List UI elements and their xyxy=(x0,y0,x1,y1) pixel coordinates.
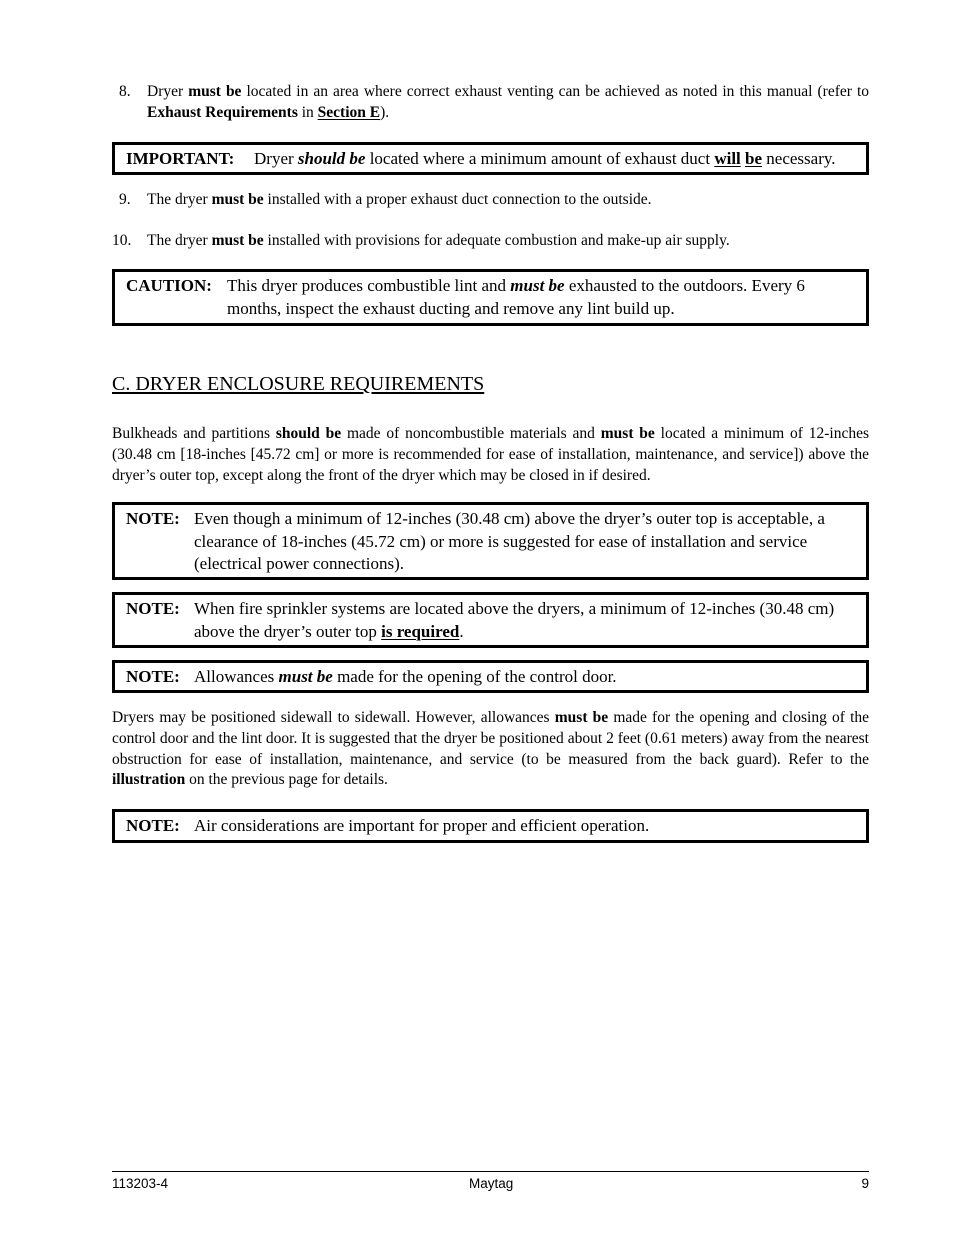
positioning-paragraph: Dryers may be positioned sidewall to sidewall. However, allowances must be made for the opening and closing of the control door and the lint door. It is suggested that the dryer be positioned about 2 feet (0.61 meters) away from the nearest obstruction for ease of installation, maintenance, and service (to be measured from the back guard). Refer to the illustration on the previous page for details. xyxy=(112,709,870,789)
note-label: NOTE: xyxy=(126,509,180,528)
note-box-control-door xyxy=(112,660,869,693)
list-text: The dryer must be installed with a proper exhaust duct connection to the outside. xyxy=(147,191,652,208)
footer-brand: Maytag xyxy=(469,1176,514,1191)
footer-divider xyxy=(112,1171,869,1172)
note-box-sprinkler xyxy=(112,592,869,648)
note-label: NOTE: xyxy=(126,599,180,618)
list-number: 9. xyxy=(119,191,131,208)
note-text: Allowances must be made for the opening of the control door. xyxy=(194,667,617,686)
important-box xyxy=(112,142,869,175)
document-page xyxy=(112,0,869,1235)
note-box-clearance xyxy=(112,502,869,580)
note-label: NOTE: xyxy=(126,667,180,686)
list-number: 8. xyxy=(119,83,131,100)
list-item-8 xyxy=(112,82,869,123)
note-text: Air considerations are important for proper and efficient operation. xyxy=(194,816,650,835)
list-item-9 xyxy=(112,190,869,211)
list-text: The dryer must be installed with provisions for adequate combustion and make-up air supply. xyxy=(147,232,730,249)
caution-label: CAUTION: xyxy=(126,276,212,295)
list-text: Dryer must be located in an area where correct exhaust venting can be achieved as noted in this manual (refer to Exhaust Requirements in Section E). xyxy=(147,83,870,121)
important-text: Dryer should be located where a minimum amount of exhaust duct will be necessary. xyxy=(254,149,836,168)
caution-text: This dryer produces combustible lint and must be exhausted to the outdoors. Every 6 months, inspect the exhaust ducting and remove any lint build up. xyxy=(227,276,805,318)
enclosure-paragraph: Bulkheads and partitions should be made of noncombustible materials and must be located a minimum of 12-inches (30.48 cm [18-inches [45.72 cm] or more is recommended for ease of installation, maintenance, and service]) above the dryer’s outer top, except along the front of the dryer which may be closed in if desired. xyxy=(112,425,870,484)
note-box-air xyxy=(112,809,869,843)
note-text: Even though a minimum of 12-inches (30.48 cm) above the dryer’s outer top is acceptable, a clearance of 18-inches (45.72 cm) or more is suggested for ease of installation and service (electrical power connections). xyxy=(194,509,825,573)
list-number: 10. xyxy=(112,232,132,249)
footer-doc-number: 113203-4 xyxy=(112,1176,169,1191)
section-heading: C. DRYER ENCLOSURE REQUIREMENTS xyxy=(112,373,485,395)
note-label: NOTE: xyxy=(126,816,180,835)
important-label: IMPORTANT: xyxy=(126,149,235,168)
footer-page-number: 9 xyxy=(861,1176,869,1191)
caution-box xyxy=(112,269,869,326)
note-text: When fire sprinkler systems are located above the dryers, a minimum of 12-inches (30.48 cm) above the dryer’s outer top is required. xyxy=(194,599,835,641)
section-e-reference: Section E xyxy=(317,103,381,121)
list-item-10 xyxy=(112,231,869,252)
